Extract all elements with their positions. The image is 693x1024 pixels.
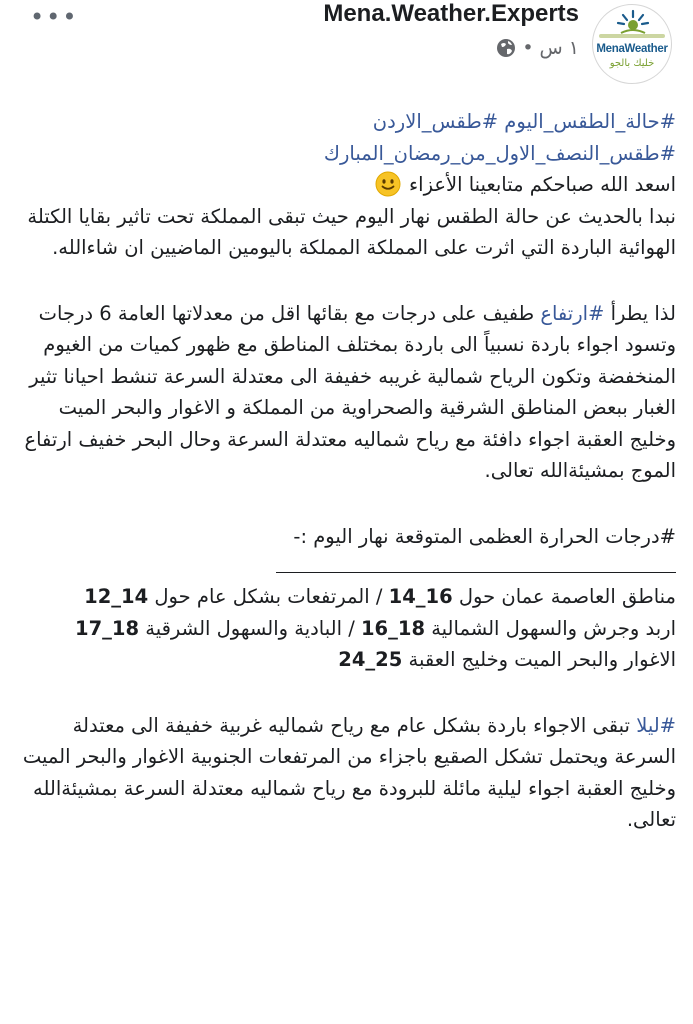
smiling-face-emoji-icon xyxy=(375,171,401,197)
temp-label-badia: البادية والسهول الشرقية xyxy=(145,616,342,640)
temp-row-amman xyxy=(16,581,676,613)
spacer xyxy=(16,676,676,710)
spacer xyxy=(16,264,676,298)
hashtag-line-2 xyxy=(16,138,676,170)
avatar-tagline: خليك بالجو xyxy=(609,58,655,69)
hashtag-line-1 xyxy=(16,106,676,138)
temp-label-amman: مناطق العاصمة عمان حول xyxy=(458,585,676,608)
meta-separator: • xyxy=(522,37,534,59)
temp-label-irbid: اربد وجرش والسهول الشمالية xyxy=(431,616,676,640)
paragraph-1: نبدا بالحديث عن حالة الطقس نهار اليوم حيث تبقى المملكة تحت تاثير بقايا الكتلة الهوائية الباردة التي اثرت على المملكة المملكة باليومين الماضيين ان شاءالله. xyxy=(27,204,676,259)
spacer xyxy=(16,487,676,521)
paragraph-2-prefix: لذا يطرأ xyxy=(610,301,676,325)
page-name-link[interactable]: Mena.Weather.Experts xyxy=(323,0,579,27)
temp-separator: / xyxy=(375,585,383,608)
sun-logo-icon xyxy=(615,9,651,35)
hashtag-night[interactable]: #ليلا xyxy=(636,713,676,737)
avatar-arabic-caption xyxy=(599,34,665,38)
paragraph-2-text: طفيف على درجات مع بقائها اقل من معدلاتها العامة 6 درجات وتسود اجواء باردة نسبياً الى باردة بمختلف المناطق مع ظهور كميات من الغيوم المنخفضة وتكون الرياح شمالية غريبه خفيفة الى معتدلة السرعة تنشط احيانا تثير الغبار ببعض المناطق الشرقية والصحراوية من المملكة و الاغوار والبحر الميت وخليج العقبة اجواء دافئة مع رياح شماليه معتدلة السرعة وحال البحر خفيف ارتفاع الموج بمشيئةالله تعالى. xyxy=(24,301,676,482)
night-paragraph xyxy=(16,710,676,836)
temp-label-highlands: المرتفعات بشكل عام حول xyxy=(154,585,370,608)
hashtag-ramadan-weather[interactable]: #طقس_النصف_الاول_من_رمضان_المبارك xyxy=(323,141,676,165)
post-meta xyxy=(496,34,579,62)
temp-value-highlands: 14_12 xyxy=(84,585,149,608)
avatar-brand: MenaWeather xyxy=(596,43,668,55)
temp-value-amman: 16_14 xyxy=(388,585,453,608)
temp-value-aghwar: 25_24 xyxy=(338,648,403,671)
post-timestamp[interactable]: ١ س xyxy=(539,37,579,59)
hashtag-jordan-weather[interactable]: #طقس_الاردن xyxy=(372,110,499,133)
temp-separator: / xyxy=(348,616,355,640)
temp-value-irbid: 18_16 xyxy=(360,616,426,640)
greeting-line xyxy=(16,169,676,201)
temp-value-badia: 18_17 xyxy=(75,616,140,640)
greeting-text: اسعد الله صباحكم متابعينا الأعزاء xyxy=(409,173,676,196)
hashtag-weather-today[interactable]: #حالة_الطقس_اليوم xyxy=(504,110,676,133)
more-options-icon[interactable]: ••• xyxy=(30,3,79,31)
divider-line xyxy=(276,572,676,573)
hashtag-increase[interactable]: #ارتفاع xyxy=(540,301,605,325)
temp-row-irbid xyxy=(16,613,676,645)
page-avatar[interactable] xyxy=(592,4,672,84)
max-temp-heading: #درجات الحرارة العظمى المتوقعة نهار اليوم :- xyxy=(293,524,676,548)
paragraph-2 xyxy=(16,298,676,487)
night-text: تبقى الاجواء باردة بشكل عام مع رياح شماليه غربية خفيفة الى معتدلة السرعة ويحتمل تشكل الصقيع باجزاء من المرتفعات الجنوبية الاغوار والبحر الميت وخليج العقبة اجواء ليلية مائلة للبرودة مع رياح شماليه معتدلة السرعة بمشيئةالله تعالى. xyxy=(22,713,676,831)
globe-icon[interactable] xyxy=(496,38,516,58)
temp-label-aghwar: الاغوار والبحر الميت وخليج العقبة xyxy=(408,648,676,671)
post-text xyxy=(16,106,676,836)
temp-row-aghwar xyxy=(16,644,676,676)
